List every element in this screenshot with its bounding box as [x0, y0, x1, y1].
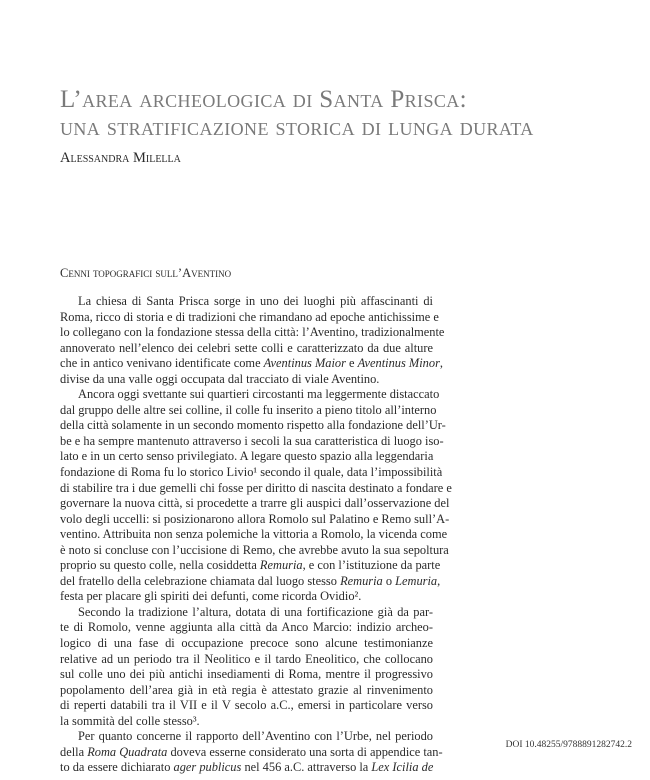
- doi-label: DOI 10.48255/9788891282742.2: [505, 740, 632, 750]
- text-line: sul colle uno dei più antichi insediamenti di Roma, mentre il progressivo: [60, 667, 433, 682]
- text-line: logico di una fase di occupazione precoce sono alcune testimonianze: [60, 636, 433, 651]
- text-line: volo degli uccelli: si posizionarono allora Romolo sul Palatino e Remo sull’A-: [60, 511, 450, 526]
- text-line: di stabilire tra i due gemelli chi fosse per diritto di nascita destinato a fondare e: [60, 480, 452, 495]
- text-line: Per quanto concerne il rapporto dell’Aventino con l’Urbe, nel periodo: [78, 729, 433, 744]
- text-line: è noto si concluse con l’uccisione di Remo, che avrebbe avuto la sua sepoltura: [60, 542, 449, 557]
- section-heading: Cenni topografici sull’Aventino: [60, 266, 232, 280]
- text-line: di reperti databili tra il VII e il V secolo a.C., emersi in particolare verso: [60, 698, 433, 713]
- text-line: lo collegano con la fondazione stessa della città: l’Aventino, tradizionalmente: [60, 325, 445, 340]
- text-line: Secondo la tradizione l’altura, dotata di una fortificazione già da par-: [78, 604, 433, 619]
- text-line: lato e in un certo senso privilegiato. A legare questo spazio alla leggendaria: [60, 449, 434, 464]
- text-line: relative ad un periodo tra il Neolitico e il tardo Eneolitico, che collocano: [60, 651, 433, 666]
- title-line-2: una stratificazione storica di lunga durata: [60, 114, 534, 141]
- text-line: la sommità del colle stesso³.: [60, 713, 200, 728]
- author-name: Alessandra Milella: [60, 150, 181, 166]
- text-line: to da essere dichiarato ager publicus nel 456 a.C. attraverso la Lex Icilia de: [60, 760, 434, 775]
- title-line-1: L’area archeologica di Santa Prisca:: [60, 86, 468, 113]
- text-line: che in antico venivano identificate come Aventinus Maior e Aventinus Minor,: [60, 356, 444, 371]
- text-line: del fratello della celebrazione chiamata dal luogo stesso Remuria o Lemuria,: [60, 573, 441, 588]
- text-line: della Roma Quadrata doveva esserne considerato una sorta di appendice tan-: [60, 744, 443, 759]
- text-line: festa per placare gli spiriti dei defunti, come ricorda Ovidio².: [60, 589, 362, 604]
- text-line: popolamento dell’area già in età regia è attestato grazie al rinvenimento: [60, 682, 433, 697]
- text-line: dal gruppo delle altre sei colline, il colle fu inserito a pieno titolo all’interno: [60, 402, 437, 417]
- text-line: annoverato nell’elenco dei celebri sette colli e caratterizzato da due alture: [60, 340, 433, 355]
- text-line: divise da una valle oggi occupata dal tracciato di viale Aventino.: [60, 371, 380, 386]
- text-line: ventino. Attribuita non senza polemiche la vittoria a Romolo, la vicenda come: [60, 527, 448, 542]
- text-line: governare la nuova città, si procedette a trarre gli auspici dall’osservazione del: [60, 496, 450, 511]
- text-line: Ancora oggi svettante sui quartieri circostanti ma leggermente distaccato: [78, 387, 440, 402]
- article-title: [60, 86, 620, 142]
- text-line: proprio su questo colle, nella cosiddetta Remuria, e con l’istituzione da parte: [60, 558, 441, 573]
- text-line: La chiesa di Santa Prisca sorge in uno dei luoghi più affascinanti di: [78, 294, 433, 308]
- text-line: della città solamente in un secondo momento rispetto alla fondazione dell’Ur-: [60, 418, 446, 433]
- text-line: Roma, ricco di storia e di tradizioni che rimandano ad epoche antichissime e: [60, 309, 439, 324]
- text-line: be e ha sempre mantenuto attraverso i secoli la sua caratteristica di luogo iso-: [60, 433, 444, 448]
- body-text: [60, 294, 452, 776]
- text-line: fondazione di Roma fu lo storico Livio¹ secondo il quale, data l’impossibilità: [60, 465, 443, 480]
- text-line: te di Romolo, venne aggiunta alla città da Anco Marcio: indizio archeo-: [60, 620, 433, 635]
